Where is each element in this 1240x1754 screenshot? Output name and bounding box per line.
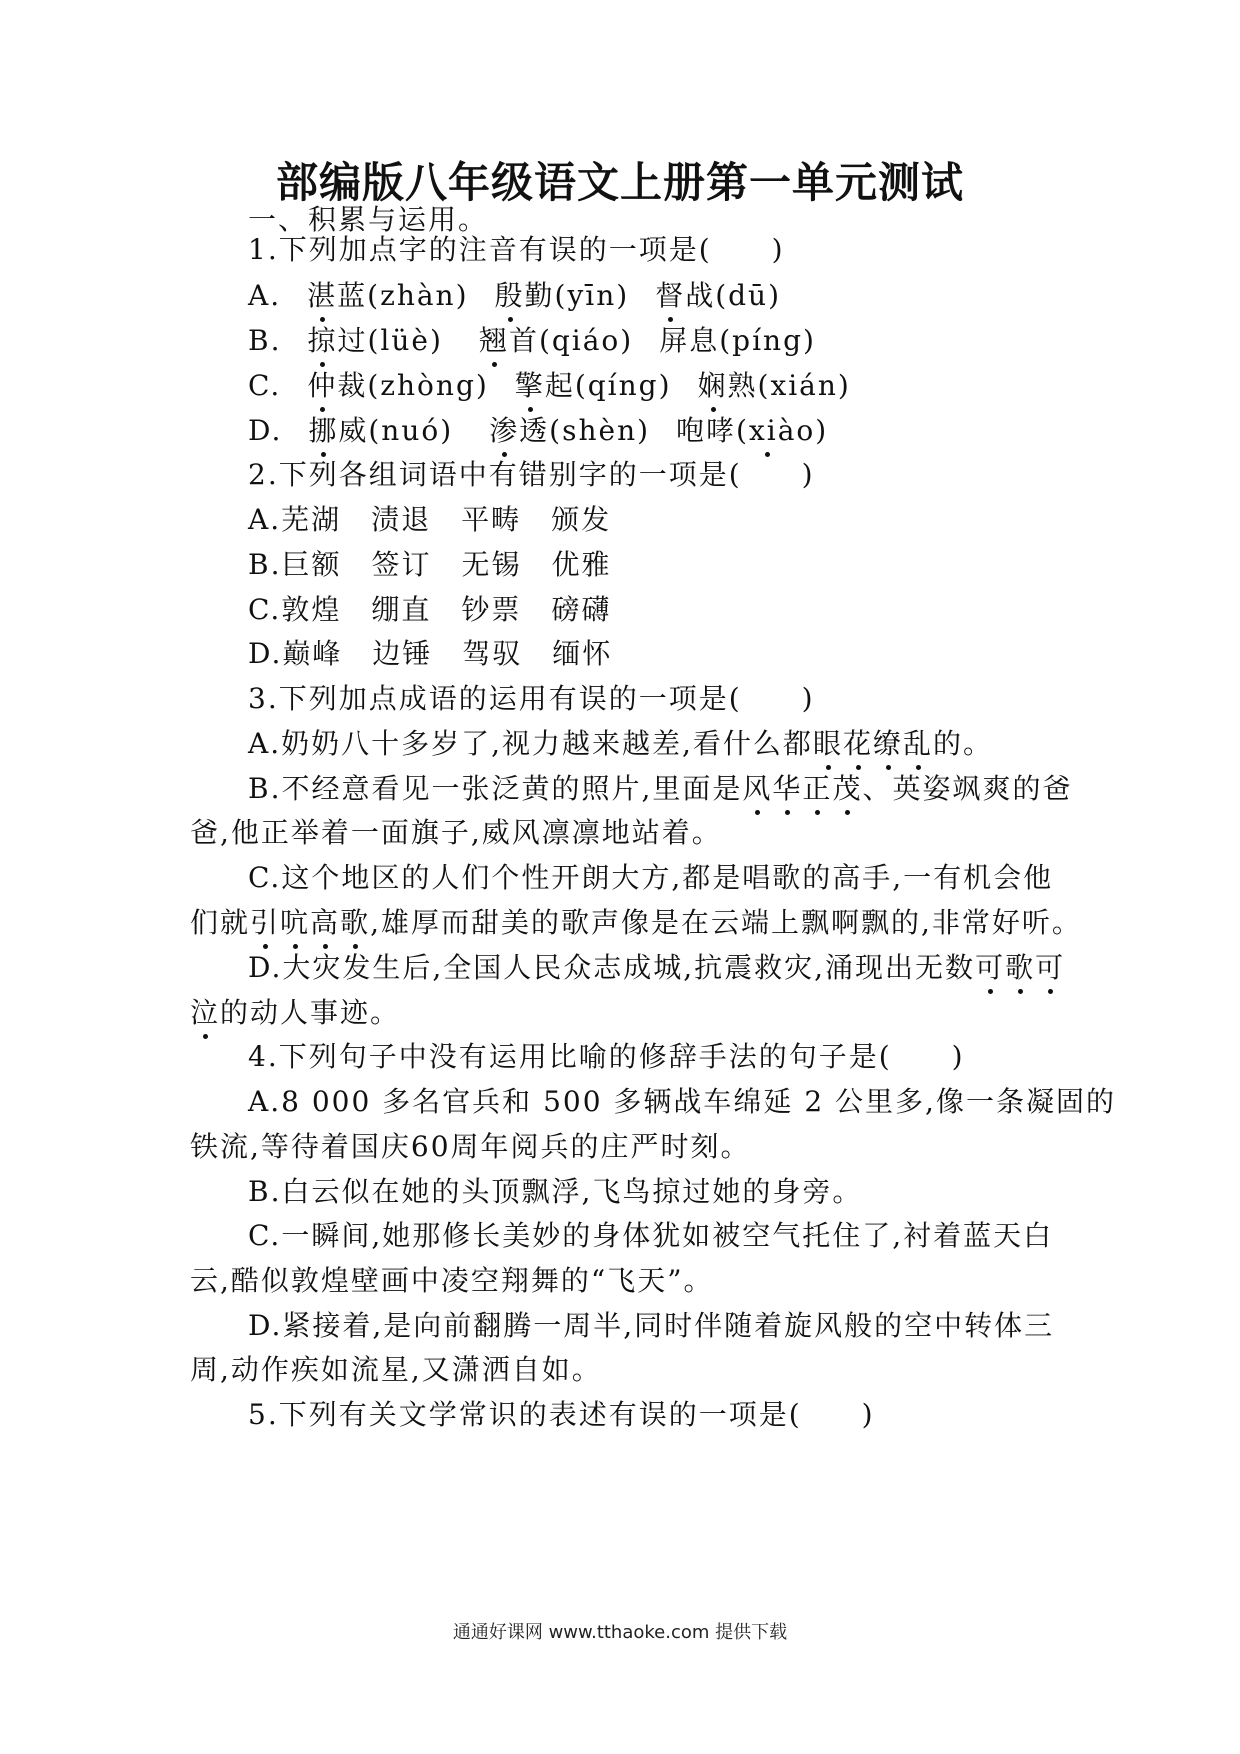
q5-stem: 5.下列有关文学常识的表述有误的一项是( )	[248, 1398, 875, 1431]
q1-option-d: D. 挪威(nuó) 渗透(shèn) 咆哮(xiào)	[248, 411, 828, 451]
q2-option-a: A.芜湖 渍退 平畴 颁发	[248, 503, 612, 536]
q4-option-d-cont: 周,动作疾如流星,又潇洒自如。	[190, 1353, 602, 1386]
q3-option-a: A.奶奶八十多岁了,视力越来越差,看什么都眼花缭乱的。	[248, 724, 993, 764]
q2-stem: 2.下列各组词语中有错别字的一项是( )	[248, 458, 815, 491]
footer-credit: 通通好课网 www.tthaoke.com 提供下载	[452, 1622, 788, 1643]
q4-option-c-cont: 云,酷似敦煌壁画中凌空翔舞的“飞天”。	[190, 1264, 714, 1297]
q3-option-c: C.这个地区的人们个性开朗大方,都是唱歌的高手,一有机会他	[248, 861, 1054, 894]
q4-option-c: C.一瞬间,她那修长美妙的身体犹如被空气托住了,衬着蓝天白	[248, 1219, 1054, 1252]
q3-option-d: D.大灾发生后,全国人民众志成城,抗震救灾,涌现出无数可歌可	[248, 948, 1065, 988]
q3-option-b-cont: 爸,他正举着一面旗子,威风凛凛地站着。	[190, 816, 722, 849]
q2-option-b: B.巨额 签订 无锡 优雅	[248, 548, 612, 581]
q1-option-c: C. 仲裁(zhòng) 擎起(qíng) 娴熟(xián)	[248, 366, 851, 406]
q3-option-c-cont: 们就引吭高歌,雄厚而甜美的歌声像是在云端上飘啊飘的,非常好听。	[190, 903, 1082, 943]
q4-stem: 4.下列句子中没有运用比喻的修辞手法的句子是( )	[248, 1040, 965, 1073]
q4-option-b: B.白云似在她的头顶飘浮,飞鸟掠过她的身旁。	[248, 1175, 863, 1208]
section-heading: 一、积累与运用。	[248, 203, 489, 236]
page-title: 部编版八年级语文上册第一单元测试	[275, 158, 964, 207]
q2-option-d: D.巅峰 边锤 驾驭 缅怀	[248, 637, 613, 670]
q4-option-a: A.8 000 多名官兵和 500 多辆战车绵延 2 公里多,像一条凝固的	[248, 1085, 1116, 1118]
q3-option-b: B.不经意看见一张泛黄的照片,里面是风华正茂、英姿飒爽的爸	[248, 769, 1072, 809]
q1-option-a: A. 湛蓝(zhàn) 殷勤(yīn) 督战(dū)	[248, 276, 781, 316]
q4-option-d: D.紧接着,是向前翻腾一周半,同时伴随着旋风般的空中转体三	[248, 1309, 1055, 1342]
q3-stem: 3.下列加点成语的运用有误的一项是( )	[248, 682, 815, 715]
q4-option-a-cont: 铁流,等待着国庆60周年阅兵的庄严时刻。	[190, 1130, 751, 1163]
q1-stem: 1.下列加点字的注音有误的一项是( )	[248, 233, 785, 266]
q1-option-b: B. 掠过(lüè) 翘首(qiáo) 屏息(píng)	[248, 321, 816, 361]
q2-option-c: C.敦煌 绷直 钞票 磅礴	[248, 593, 612, 626]
q3-option-d-cont: 泣的动人事迹。	[190, 993, 400, 1033]
